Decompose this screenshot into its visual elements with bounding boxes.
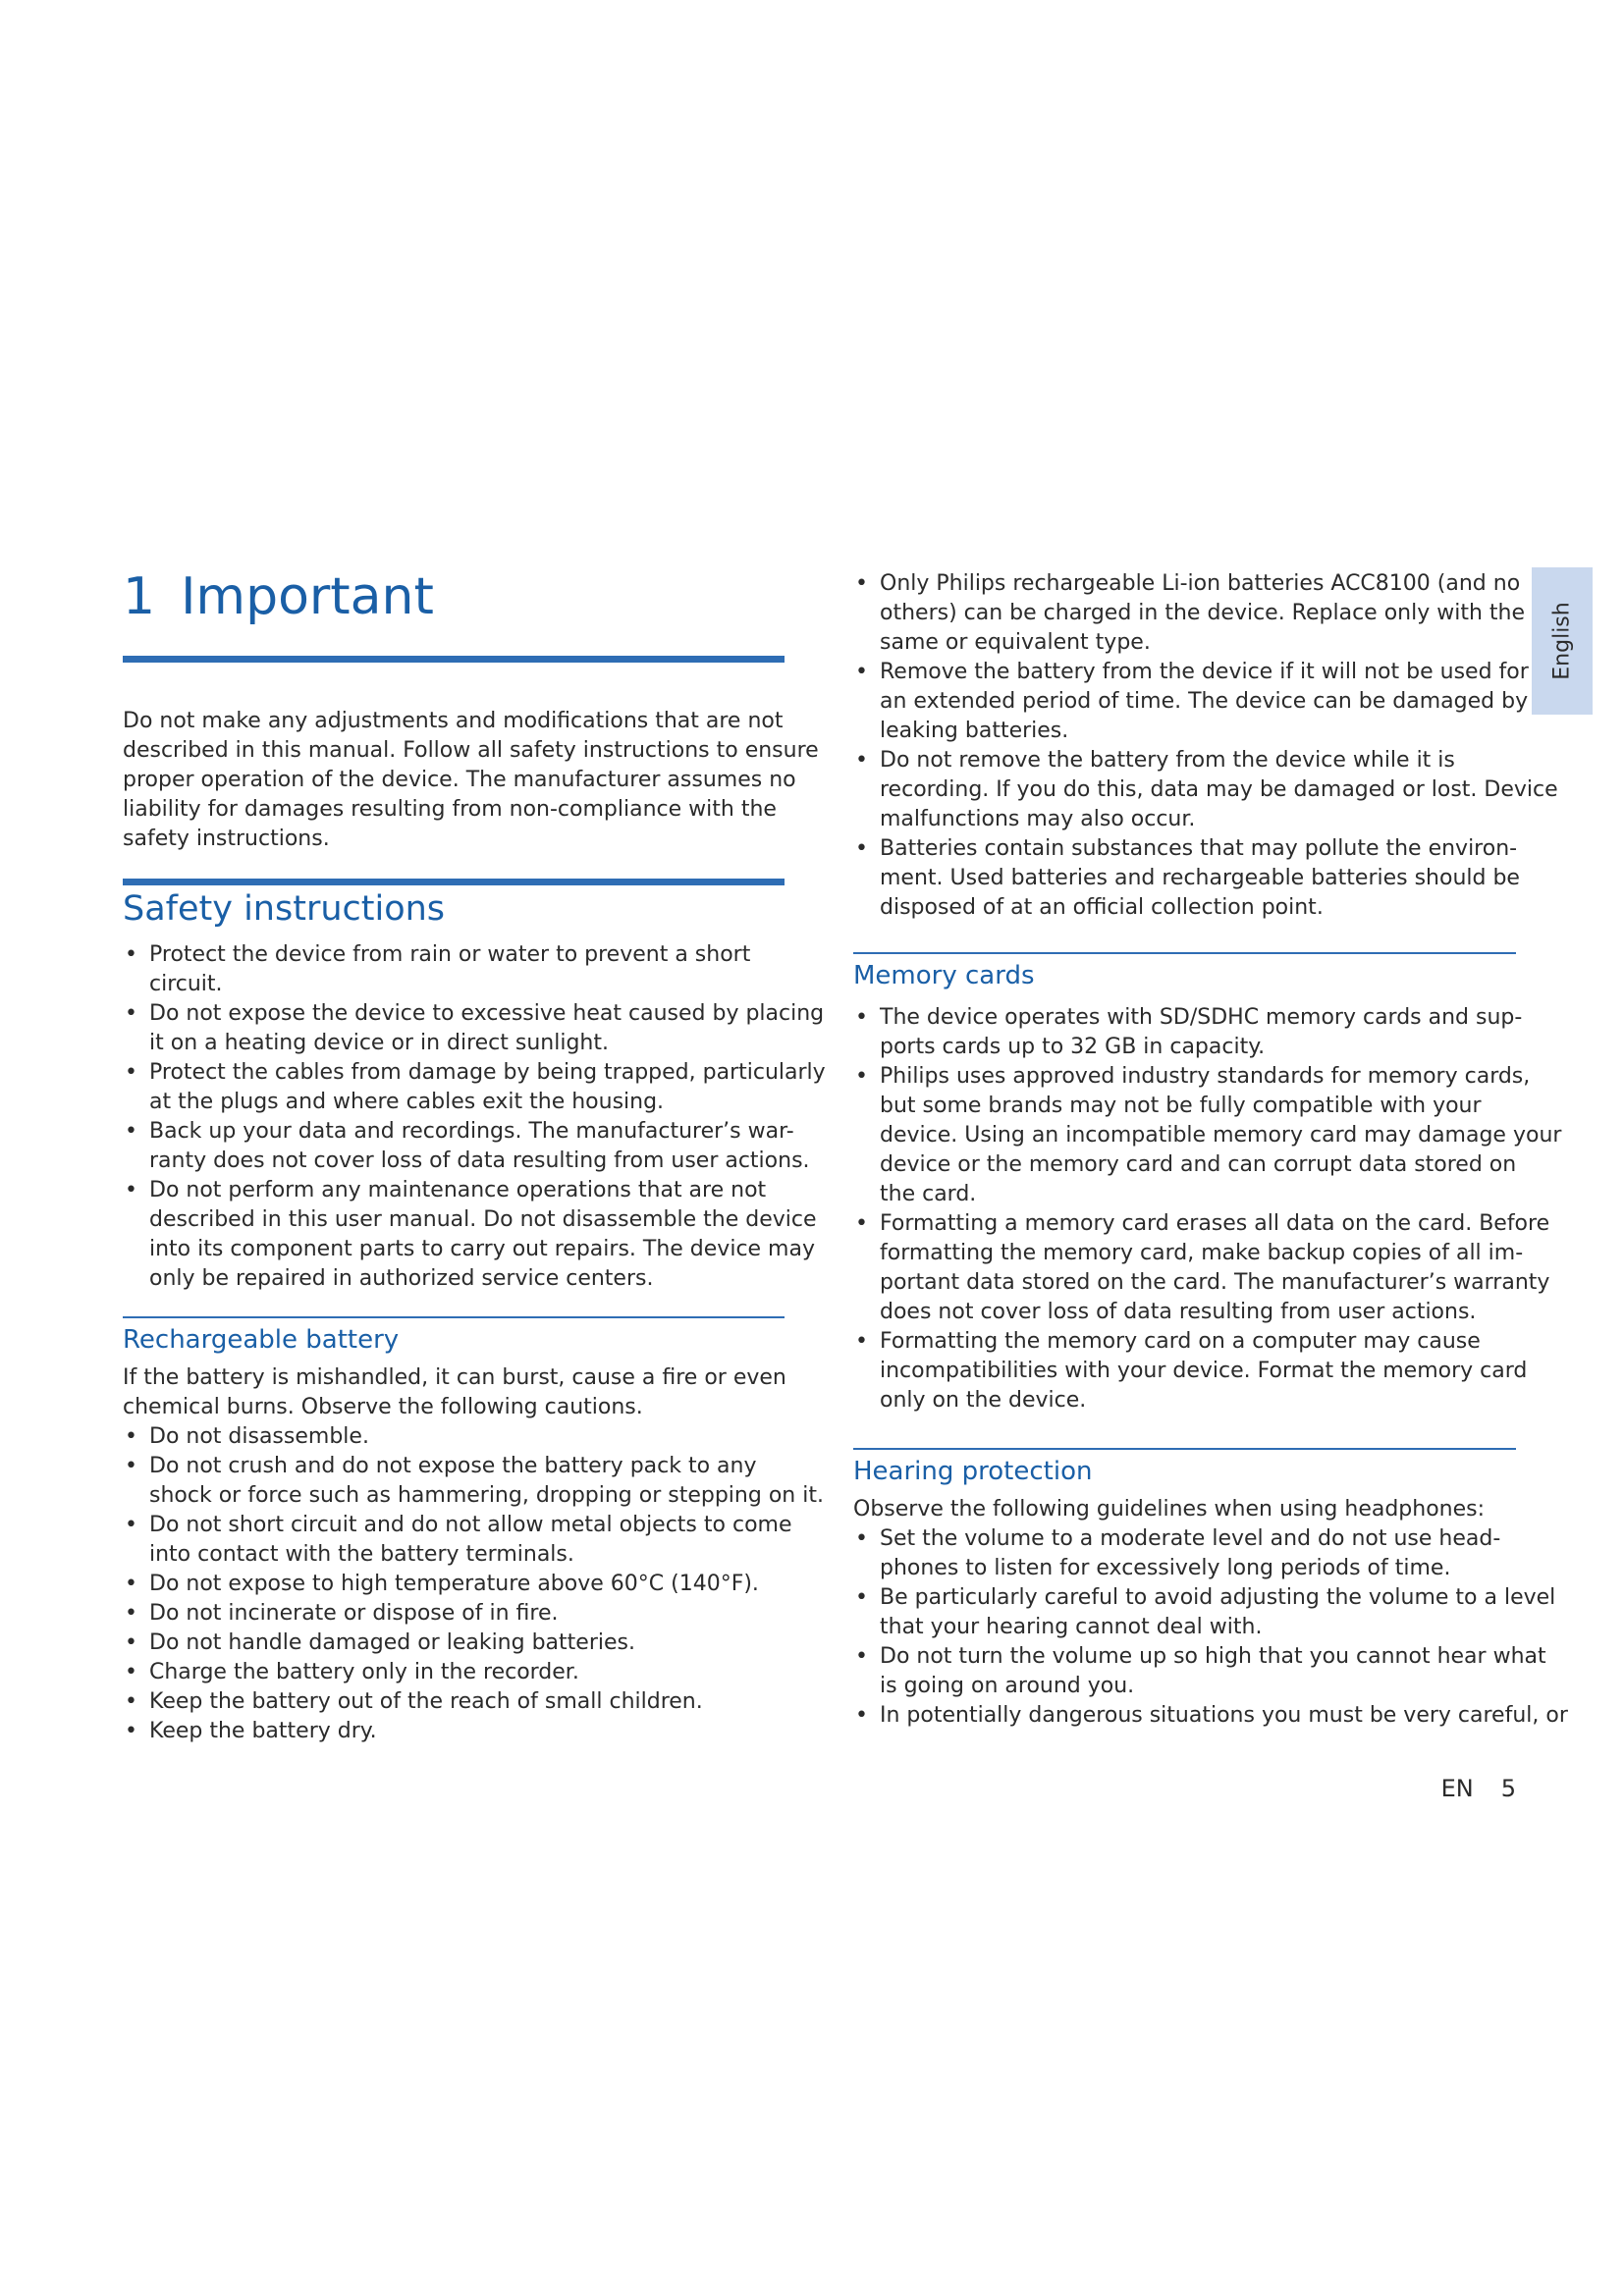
list-item-line: • Do not handle damaged or leaking batteries. bbox=[149, 1630, 635, 1655]
list-item-line: • Do not short circuit and do not allow metal objects to come bbox=[149, 1513, 792, 1537]
list-item-line: others) can be charged in the device. Replace only with the bbox=[880, 601, 1526, 625]
list-item bbox=[123, 940, 785, 999]
list-item-line: • Formatting a memory card erases all data on the card. Before bbox=[880, 1211, 1550, 1236]
list-item-line: • Remove the battery from the device if it will not be used for bbox=[880, 660, 1529, 684]
intro-paragraph bbox=[123, 707, 819, 854]
memory-title: Memory cards bbox=[853, 961, 1035, 990]
list-item-line: that your hearing cannot deal with. bbox=[880, 1615, 1263, 1639]
list-item bbox=[123, 1452, 824, 1511]
memory-list bbox=[853, 1003, 1562, 1415]
list-item-line: • Formatting the memory card on a computer may cause bbox=[880, 1329, 1481, 1354]
list-item-line: an extended period of time. The device can be damaged by bbox=[880, 689, 1529, 714]
hearing-list bbox=[853, 1524, 1568, 1731]
list-item-line: into contact with the battery terminals. bbox=[149, 1542, 574, 1567]
safety-rule bbox=[123, 879, 785, 885]
battery-list bbox=[123, 1422, 824, 1746]
list-item bbox=[853, 834, 1520, 923]
safety-title: Safety instructions bbox=[123, 889, 446, 929]
chapter-title-text: Important bbox=[181, 567, 434, 626]
left-column bbox=[123, 550, 826, 1746]
list-item bbox=[853, 1524, 1516, 1583]
list-item bbox=[853, 1583, 1556, 1642]
list-item bbox=[123, 1422, 785, 1452]
list-item bbox=[123, 1511, 792, 1570]
list-item-line: recording. If you do this, data may be damaged or lost. Device bbox=[880, 777, 1558, 802]
list-item bbox=[853, 1642, 1546, 1701]
list-item-line: • In potentially dangerous situations you must be very careful, or bbox=[880, 1703, 1568, 1728]
page-footer bbox=[1441, 1775, 1516, 1802]
list-item-line: ranty does not cover loss of data resulting from user actions. bbox=[149, 1148, 810, 1173]
language-tab bbox=[1532, 567, 1593, 715]
list-item-line: • Do not remove the battery from the device while it is bbox=[880, 748, 1455, 773]
list-item bbox=[853, 569, 1526, 658]
list-item-line: device. Using an incompatible memory card may damage your bbox=[880, 1123, 1562, 1148]
chapter-title bbox=[123, 550, 785, 644]
list-item bbox=[853, 746, 1558, 834]
list-item-line: ment. Used batteries and rechargeable batteries should be bbox=[880, 866, 1520, 890]
list-item bbox=[853, 1209, 1550, 1327]
list-item bbox=[853, 1062, 1562, 1209]
list-item-line: circuit. bbox=[149, 972, 223, 996]
list-item bbox=[123, 1058, 826, 1117]
page-number: 5 bbox=[1500, 1775, 1516, 1802]
list-item-line: • Do not perform any maintenance operations that are not bbox=[149, 1178, 767, 1202]
list-item-line: • Do not expose the device to excessive heat caused by placing bbox=[149, 1001, 825, 1026]
battery-title: Rechargeable battery bbox=[123, 1325, 400, 1355]
language-tab-label: English bbox=[1549, 602, 1575, 680]
list-item-line: • The device operates with SD/SDHC memory cards and sup- bbox=[880, 1005, 1523, 1030]
list-item-line: it on a heating device or in direct sunlight. bbox=[149, 1031, 609, 1055]
text-line: Observe the following guidelines when using headphones: bbox=[853, 1497, 1486, 1522]
list-item-line: • Do not disassemble. bbox=[149, 1424, 369, 1449]
list-item-line: only be repaired in authorized service centers. bbox=[149, 1266, 654, 1291]
list-item-line: into its component parts to carry out repairs. The device may bbox=[149, 1237, 815, 1261]
list-item-line: described in this user manual. Do not disassemble the device bbox=[149, 1207, 817, 1232]
list-item-line: malfunctions may also occur. bbox=[880, 807, 1196, 831]
list-item-line: • Do not crush and do not expose the battery pack to any bbox=[149, 1454, 757, 1478]
list-item-line: • Set the volume to a moderate level and do not use head- bbox=[880, 1526, 1501, 1551]
list-item-line: • Charge the battery only in the recorder. bbox=[149, 1660, 579, 1684]
list-item bbox=[123, 1176, 817, 1294]
list-item-line: shock or force such as hammering, dropping or stepping on it. bbox=[149, 1483, 824, 1508]
text-line: liability for damages resulting from non-compliance with the bbox=[123, 797, 777, 822]
list-item-line: • Do not turn the volume up so high that you cannot hear what bbox=[880, 1644, 1546, 1669]
list-item bbox=[123, 1687, 785, 1717]
list-item-line: incompatibilities with your device. Format the memory card bbox=[880, 1359, 1528, 1383]
list-item bbox=[853, 658, 1529, 746]
list-item bbox=[123, 1658, 785, 1687]
list-item-line: • Keep the battery dry. bbox=[149, 1719, 377, 1743]
text-line: If the battery is mishandled, it can burst, cause a fire or even bbox=[123, 1365, 786, 1390]
list-item-line: • Protect the device from rain or water to prevent a short bbox=[149, 942, 751, 967]
list-item bbox=[853, 1327, 1528, 1415]
battery-list-continued bbox=[853, 569, 1558, 923]
list-item-line: • Do not incinerate or dispose of in fire. bbox=[149, 1601, 559, 1626]
list-item-line: • Keep the battery out of the reach of small children. bbox=[149, 1689, 703, 1714]
list-item-line: • Do not expose to high temperature above 60°C (140°F). bbox=[149, 1572, 759, 1596]
list-item bbox=[123, 1599, 785, 1629]
list-item-line: • Only Philips rechargeable Li-ion batteries ACC8100 (and no bbox=[880, 571, 1521, 596]
list-item-line: leaking batteries. bbox=[880, 719, 1069, 743]
list-item bbox=[123, 1717, 785, 1746]
list-item bbox=[123, 1117, 810, 1176]
footer-lang: EN bbox=[1440, 1775, 1474, 1802]
list-item-line: but some brands may not be fully compatible with your bbox=[880, 1094, 1482, 1118]
list-item bbox=[853, 1701, 1568, 1731]
list-item-line: formatting the memory card, make backup copies of all im- bbox=[880, 1241, 1524, 1265]
list-item bbox=[123, 1629, 785, 1658]
list-item-line: at the plugs and where cables exit the housing. bbox=[149, 1090, 665, 1114]
battery-intro bbox=[123, 1363, 785, 1422]
text-line: chemical burns. Observe the following cautions. bbox=[123, 1395, 643, 1419]
list-item-line: • Protect the cables from damage by being trapped, particularly bbox=[149, 1060, 826, 1085]
list-item-line: • Be particularly careful to avoid adjusting the volume to a level bbox=[880, 1585, 1556, 1610]
list-item-line: • Back up your data and recordings. The manufacturer’s war- bbox=[149, 1119, 794, 1144]
hearing-title: Hearing protection bbox=[853, 1457, 1093, 1486]
list-item-line: same or equivalent type. bbox=[880, 630, 1151, 655]
hearing-intro bbox=[853, 1495, 1516, 1524]
chapter-rule bbox=[123, 656, 785, 663]
list-item bbox=[123, 999, 825, 1058]
list-item-line: phones to listen for excessively long periods of time. bbox=[880, 1556, 1451, 1580]
text-line: described in this manual. Follow all safety instructions to ensure bbox=[123, 738, 819, 763]
list-item-line: portant data stored on the card. The manufacturer’s warranty bbox=[880, 1270, 1550, 1295]
list-item bbox=[853, 1003, 1523, 1062]
list-item-line: ports cards up to 32 GB in capacity. bbox=[880, 1035, 1266, 1059]
list-item-line: is going on around you. bbox=[880, 1674, 1135, 1698]
list-item-line: the card. bbox=[880, 1182, 977, 1206]
list-item-line: • Batteries contain substances that may pollute the environ- bbox=[880, 836, 1518, 861]
list-item bbox=[123, 1570, 785, 1599]
text-line: Do not make any adjustments and modifications that are not bbox=[123, 709, 784, 733]
chapter-number: 1 bbox=[123, 567, 156, 626]
list-item-line: does not cover loss of data resulting from user actions. bbox=[880, 1300, 1477, 1324]
list-item-line: • Philips uses approved industry standards for memory cards, bbox=[880, 1064, 1531, 1089]
list-item-line: only on the device. bbox=[880, 1388, 1087, 1413]
text-line: proper operation of the device. The manufacturer assumes no bbox=[123, 768, 796, 792]
list-item-line: disposed of at an official collection point. bbox=[880, 895, 1324, 920]
list-item-line: device or the memory card and can corrupt data stored on bbox=[880, 1152, 1517, 1177]
text-line: safety instructions. bbox=[123, 827, 330, 851]
safety-list bbox=[123, 940, 826, 1294]
